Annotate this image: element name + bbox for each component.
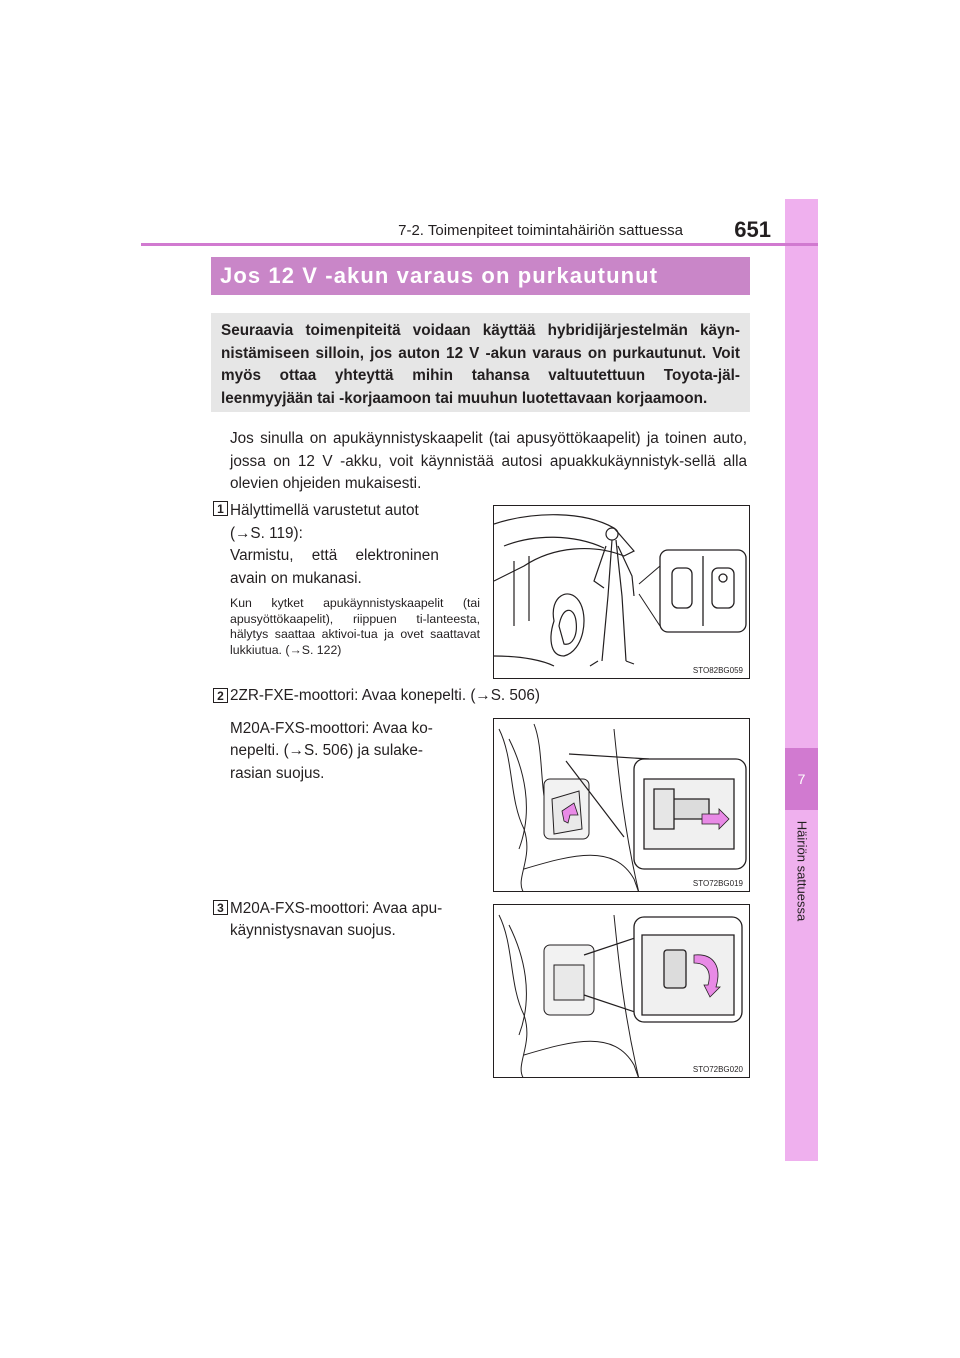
figure-code-1: STO82BG059 xyxy=(692,666,743,675)
fuse-box-callout xyxy=(634,759,746,869)
chapter-number: 7 xyxy=(785,748,818,810)
page-number: 651 xyxy=(734,217,771,242)
header-rule xyxy=(141,243,818,246)
jump-terminal-illustration xyxy=(494,905,750,1078)
step-2-line-b1: M20A-FXS-moottori: Avaa ko- xyxy=(230,720,433,737)
step-2-line-b3: rasian suojus. xyxy=(230,765,325,782)
figure-code-2: STO72BG019 xyxy=(692,879,743,888)
step-1-line-4: avain on mukanasi. xyxy=(230,570,362,587)
figure-electronic-key xyxy=(493,505,750,679)
key-illustration xyxy=(494,506,750,679)
header-section-title: 7-2. Toimenpiteet toimintahäiriön sattuessa xyxy=(398,222,683,239)
step-2-line-b2: nepelti. (→S. 506) ja sulake- xyxy=(230,742,424,759)
body-paragraph: Jos sinulla on apukäynnistyskaapelit (tai apusyöttökaapelit) ja toinen auto, jossa on 12 V -akku, voit käynnistää autosi apuakkukäynnistyk-sellä alla olevien ohjeiden mukaisesti. xyxy=(230,430,747,492)
figure-code-3: STO72BG020 xyxy=(692,1065,743,1074)
figure-jump-terminal xyxy=(493,904,750,1078)
terminal-callout xyxy=(634,917,742,1022)
step-3-line-2: käynnistysnavan suojus. xyxy=(230,922,396,939)
key-callout xyxy=(660,550,746,632)
step-1-line-3-text: Varmistu, että elektroninen xyxy=(230,547,439,564)
intro-box: Seuraavia toimenpiteitä voidaan käyttää hybridijärjestelmän käyn-nistämiseen silloin, jos auton 12 V -akun varaus on purkautunut. Voit myös ottaa yhteyttä mihin tahansa valtuutettuun Toyota-jäl-leenmyyjään tai -korjaamoon tai muuhun luotettavaan korjaamoon. xyxy=(211,313,750,412)
page-header xyxy=(390,219,775,245)
chapter-label: Häiriön sattuessa xyxy=(794,820,810,922)
side-tab xyxy=(785,199,818,1161)
step-number-3: 3 xyxy=(213,900,228,915)
step-1-line-2: (→S. 119): xyxy=(230,525,303,542)
step-1-line-1: Hälyttimellä varustetut autot xyxy=(230,502,419,519)
step-3-line-1: M20A-FXS-moottori: Avaa apu- xyxy=(230,900,443,917)
figure-fuse-box xyxy=(493,718,750,892)
step-2-line-a: 2ZR-FXE-moottori: Avaa konepelti. (→S. 506) xyxy=(230,687,541,704)
section-title: Jos 12 V -akun varaus on purkautunut xyxy=(211,257,750,295)
step-1-note: Kun kytket apukäynnistyskaapelit (tai apusyöttökaapelit), riippuen ti-lanteesta, hälytys saattaa aktivoi-tua ja ovet saattavat lukkiutua. (→S. 122) xyxy=(230,596,480,657)
step-number-1: 1 xyxy=(213,501,228,516)
fuse-box-illustration xyxy=(494,719,750,892)
step-number-2: 2 xyxy=(213,688,228,703)
step-1-line-3 xyxy=(230,545,475,568)
